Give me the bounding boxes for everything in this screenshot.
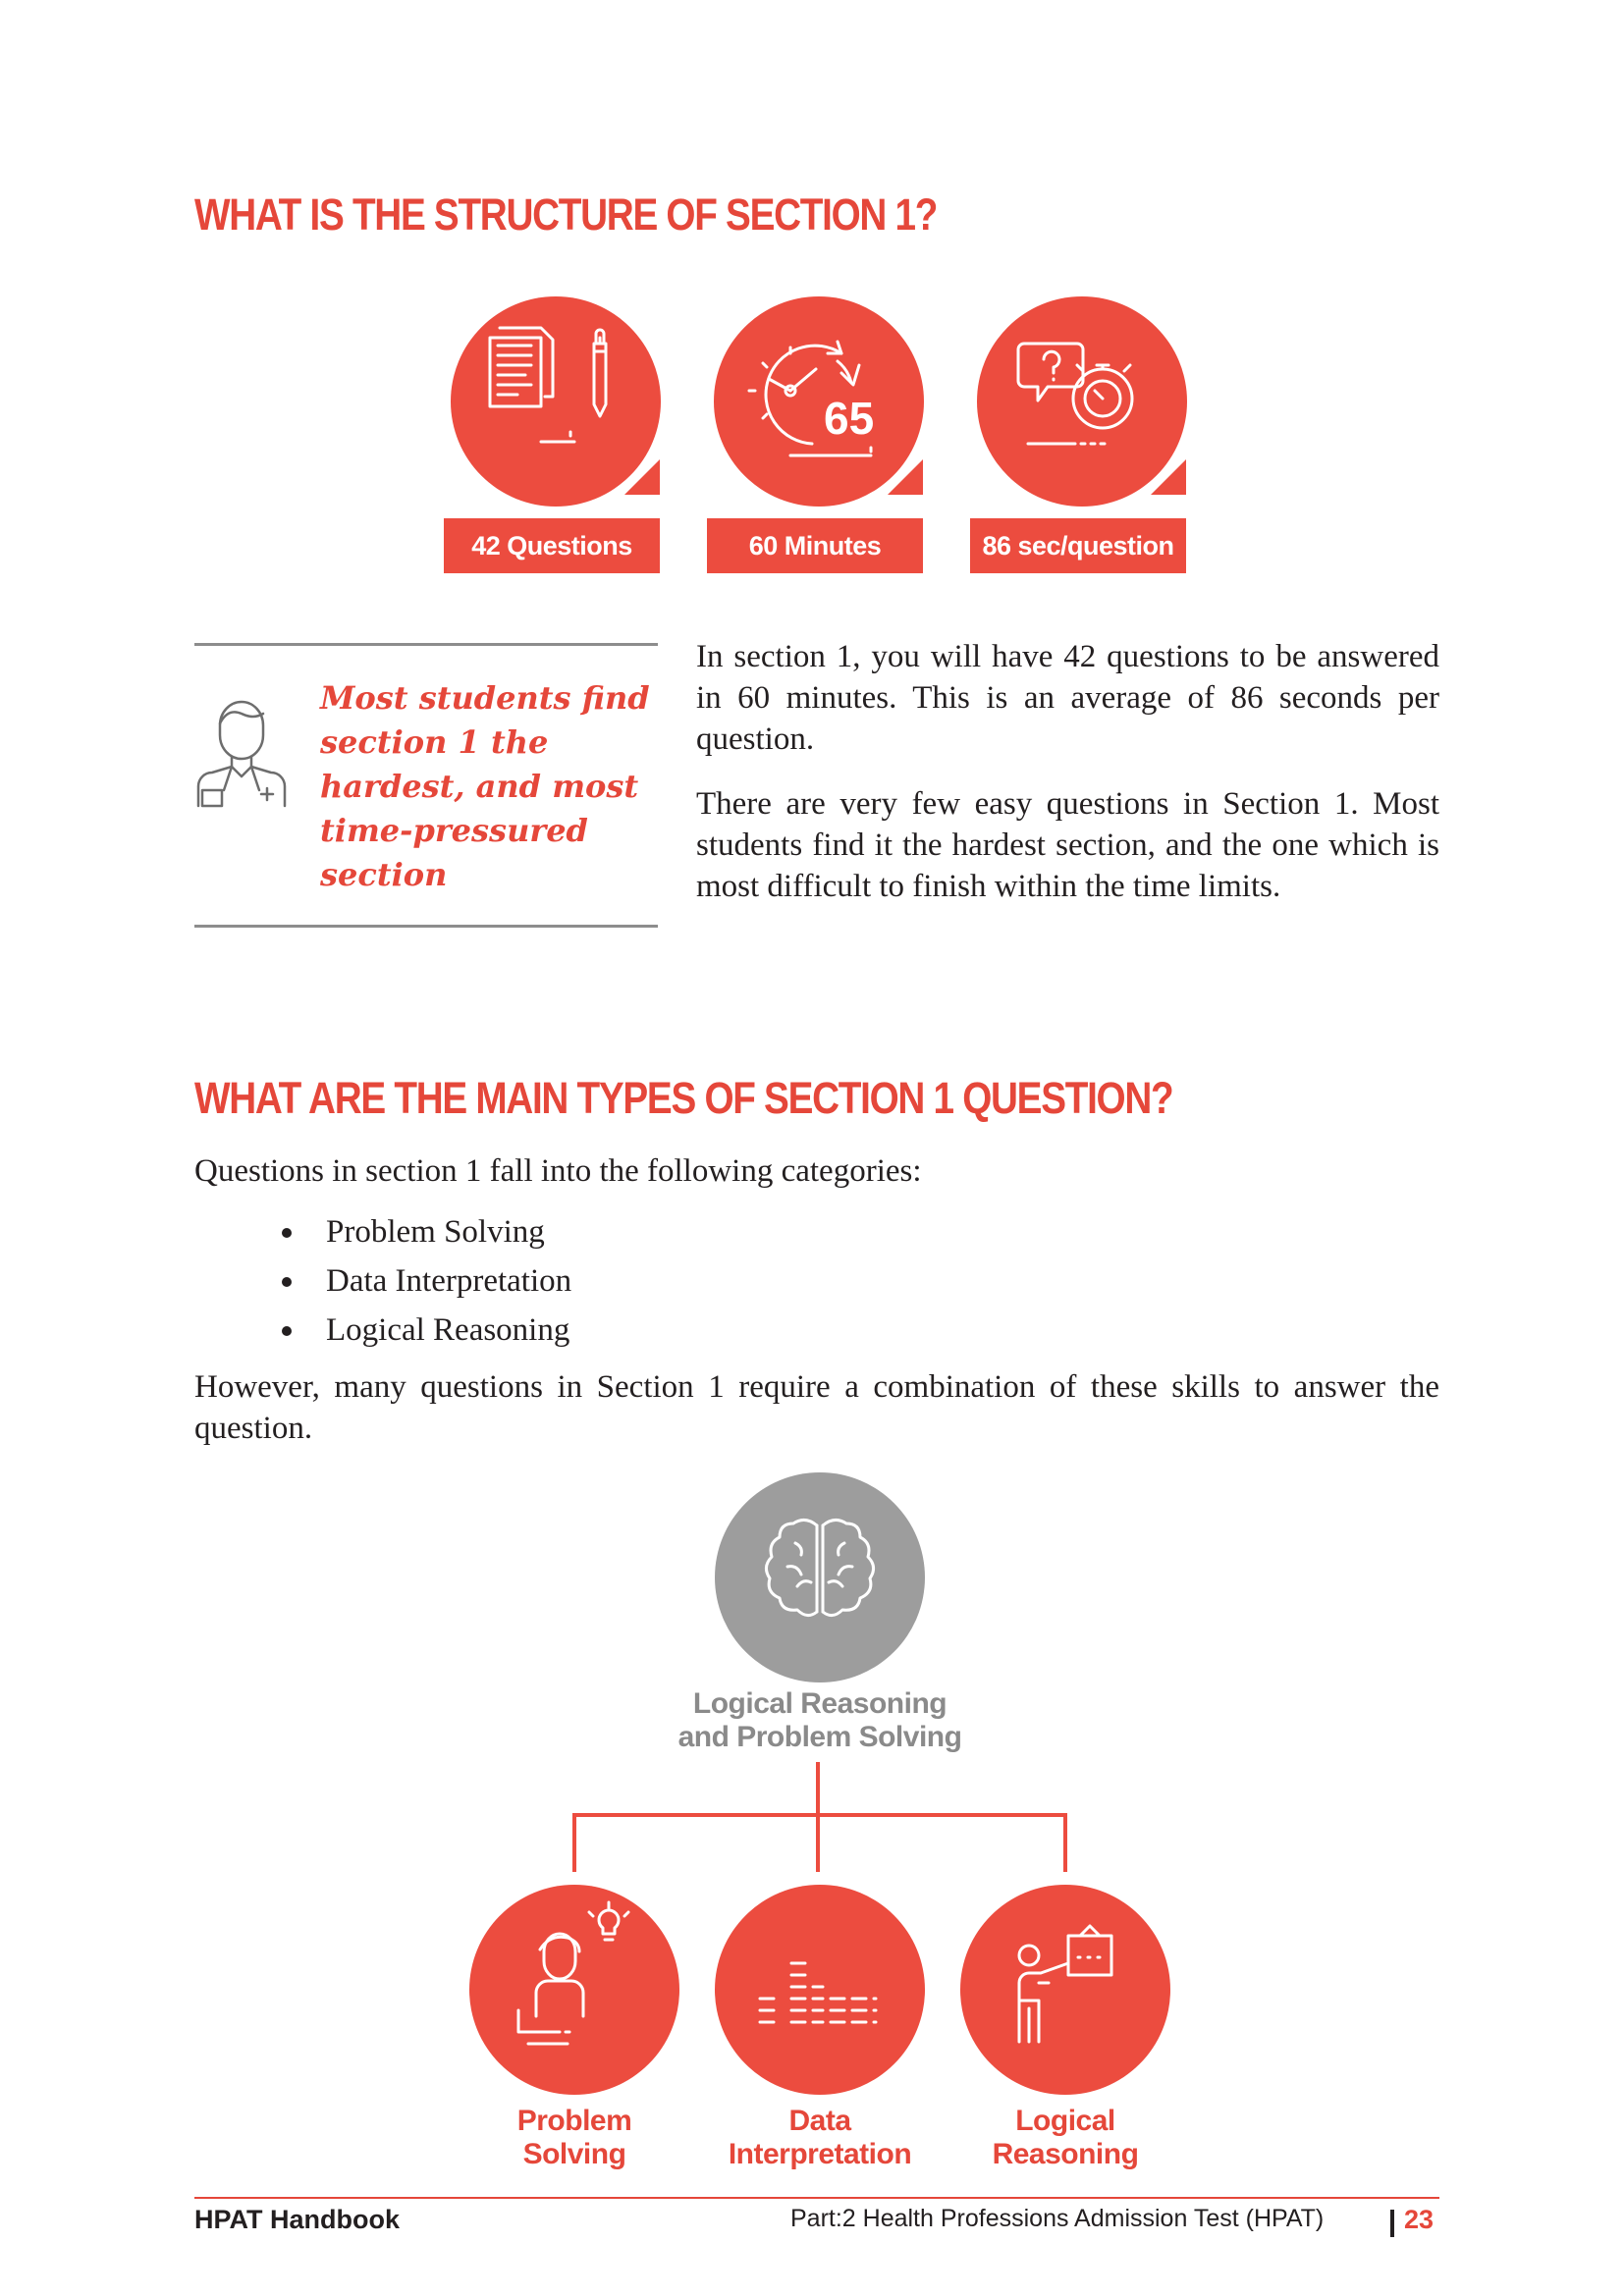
closing-paragraph: However, many questions in Section 1 require a combination of these skills to answer the question. <box>194 1369 1439 1446</box>
corner-triangle <box>888 459 923 495</box>
footer-part: Part:2 Health Professions Admission Test (HPAT) <box>790 2205 1325 2232</box>
child-label-line2: Solving <box>522 2138 626 2170</box>
callout-box <box>194 643 658 928</box>
paragraph: In section 1, you will have 42 questions to be answered in 60 minutes. This is an average of 86 seconds per question. <box>696 639 1439 757</box>
list-item: Problem Solving <box>194 1207 1439 1256</box>
person-lightbulb-icon <box>469 1885 679 2095</box>
footer-title: HPAT Handbook <box>194 2205 400 2234</box>
heading-question-types: WHAT ARE THE MAIN TYPES OF SECTION 1 QUESTION? <box>194 1073 1173 1123</box>
list-item: Logical Reasoning <box>194 1306 1439 1355</box>
footer-divider <box>1390 2210 1394 2237</box>
child-node-problem-solving <box>469 1885 679 2095</box>
page-footer <box>194 2197 1439 2246</box>
child-label-line1: Data <box>788 2105 851 2137</box>
question-types-body <box>194 1150 1439 1449</box>
list-item: Data Interpretation <box>194 1256 1439 1306</box>
child-label-logical-reasoning <box>918 2105 1213 2171</box>
stat-label: 42 Questions <box>444 518 660 573</box>
corner-triangle <box>1151 459 1186 495</box>
child-label-line2: Reasoning <box>992 2138 1139 2170</box>
child-node-data-interpretation <box>715 1885 925 2095</box>
presenter-board-icon <box>960 1885 1170 2095</box>
category-list <box>194 1207 1439 1355</box>
child-node-logical-reasoning <box>960 1885 1170 2095</box>
stat-label: 86 sec/question <box>970 518 1186 573</box>
root-label-line1: Logical Reasoning <box>692 1687 947 1720</box>
structure-body <box>696 636 1439 907</box>
data-bars-icon <box>715 1885 925 2095</box>
doctor-avatar-icon <box>194 690 288 808</box>
root-node <box>715 1472 925 1682</box>
intro-paragraph: Questions in section 1 fall into the following categories: <box>194 1153 922 1189</box>
paragraph: There are very few easy questions in Section 1. Most students find it the hardest section, and the one which is most difficult to finish within the time limits. <box>696 786 1439 904</box>
callout-quote: Most students find section 1 the hardest, and most time-pressured section <box>320 679 650 893</box>
child-label-line2: Interpretation <box>728 2138 912 2170</box>
root-label-line2: and Problem Solving <box>677 1721 962 1753</box>
child-label-line1: Logical <box>1015 2105 1115 2137</box>
timer-number: 65 <box>824 393 875 444</box>
root-label <box>622 1687 1018 1754</box>
brain-icon <box>715 1472 925 1682</box>
page-number: 23 <box>1404 2205 1435 2234</box>
child-label-line1: Problem <box>516 2105 632 2137</box>
stat-label: 60 Minutes <box>707 518 923 573</box>
corner-triangle <box>624 459 660 495</box>
page-title-structure: WHAT IS THE STRUCTURE OF SECTION 1? <box>194 189 938 240</box>
